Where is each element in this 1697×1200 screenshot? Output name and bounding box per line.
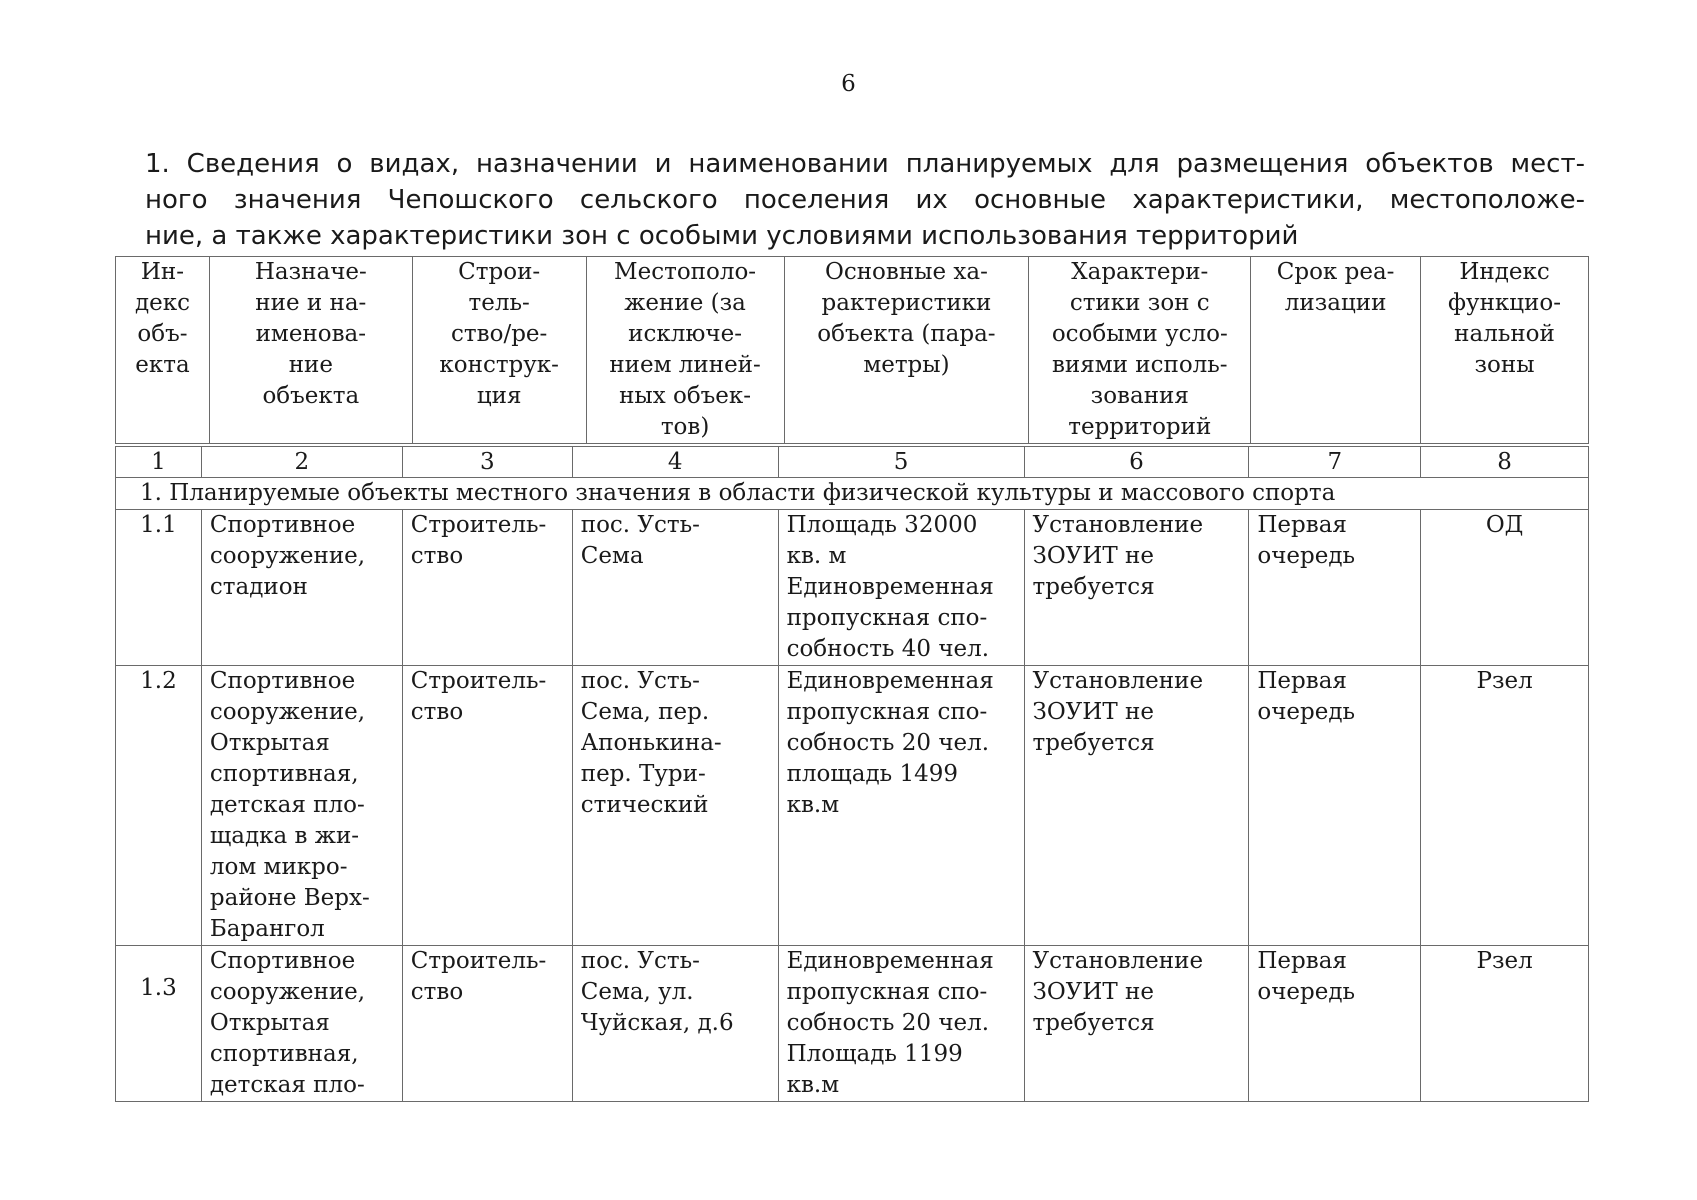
objects-table [115,446,1589,1102]
column-number: 6 [1024,447,1249,478]
cell-name: Спортивное сооружение, Открытая спортивная, детская пло- [201,946,402,1102]
heading-line: 1. Сведения о видах, назначении и наименовании планируемых для размещения объектов мест- [145,149,1585,179]
header-cell-index: Ин- декс объ- екта [116,257,210,444]
column-number: 1 [116,447,202,478]
cell-characteristics: Площадь 32000 кв. м Единовременная пропускная спо- собность 40 чел. [778,510,1024,666]
cell-term: Первая очередь [1249,510,1421,666]
cell-name: Спортивное сооружение, стадион [201,510,402,666]
section-row [116,478,1589,510]
cell-zone-index: Рзел [1421,946,1589,1102]
cell-index [116,946,202,1102]
cell-term: Первая очередь [1249,946,1421,1102]
cell-index: 1.2 [116,666,202,946]
column-number: 2 [201,447,402,478]
cell-characteristics: Единовременная пропускная спо- собность 20 чел. Площадь 1199 кв.м [778,946,1024,1102]
column-number: 8 [1421,447,1589,478]
cell-location: пос. Усть- Сема, ул. Чуйская, д.6 [572,946,778,1102]
cell-type: Строитель- ство [402,946,572,1102]
cell-location: пос. Усть- Сема [572,510,778,666]
cell-index-text: 1.3 [140,975,177,1001]
cell-zones: Установление ЗОУИТ не требуется [1024,510,1249,666]
table-row [116,510,1589,666]
cell-zones: Установление ЗОУИТ не требуется [1024,666,1249,946]
cell-characteristics: Единовременная пропускная спо- собность 20 чел. площадь 1499 кв.м [778,666,1024,946]
heading-line: ного значения Чепошского сельского поселения их основные характеристики, местоположе- [145,185,1585,215]
header-cell-characteristics: Основные ха- рактеристики объекта (пара- метры) [784,257,1029,444]
cell-location: пос. Усть- Сема, пер. Апонькина- пер. Тури- стический [572,666,778,946]
table-row [116,666,1589,946]
header-cell-location: Местополо- жение (за исключе- нием линей- ных объек- тов) [586,257,784,444]
cell-zones: Установление ЗОУИТ не требуется [1024,946,1249,1102]
section-title: 1. Планируемые объекты местного значения в области физической культуры и массового спорта [116,478,1589,510]
header-cell-zone-index: Индекс функцио- нальной зоны [1421,257,1589,444]
column-number: 5 [778,447,1024,478]
column-number-row [116,447,1589,478]
document-heading [145,146,1585,254]
page-number: 6 [841,71,856,97]
header-cell-name: Назначе- ние и на- именова- ние объекта [209,257,412,444]
table-row [116,946,1589,1102]
column-number: 3 [402,447,572,478]
cell-index: 1.1 [116,510,202,666]
table-header [115,256,1589,444]
cell-type: Строитель- ство [402,510,572,666]
header-cell-zones: Характери- стики зон с особыми усло- виями исполь- зования территорий [1029,257,1251,444]
cell-zone-index: Рзел [1421,666,1589,946]
heading-line: ние, а также характеристики зон с особыми условиями использования территорий [145,221,1299,251]
cell-name: Спортивное сооружение, Открытая спортивная, детская пло- щадка в жи- лом микро- районе Верх- Барангол [201,666,402,946]
header-cell-type: Строи- тель- ство/ре- конструк- ция [412,257,586,444]
cell-zone-index: ОД [1421,510,1589,666]
cell-term: Первая очередь [1249,666,1421,946]
header-row [116,257,1589,444]
cell-type: Строитель- ство [402,666,572,946]
column-number: 4 [572,447,778,478]
column-number: 7 [1249,447,1421,478]
header-cell-term: Срок реа- лизации [1251,257,1421,444]
